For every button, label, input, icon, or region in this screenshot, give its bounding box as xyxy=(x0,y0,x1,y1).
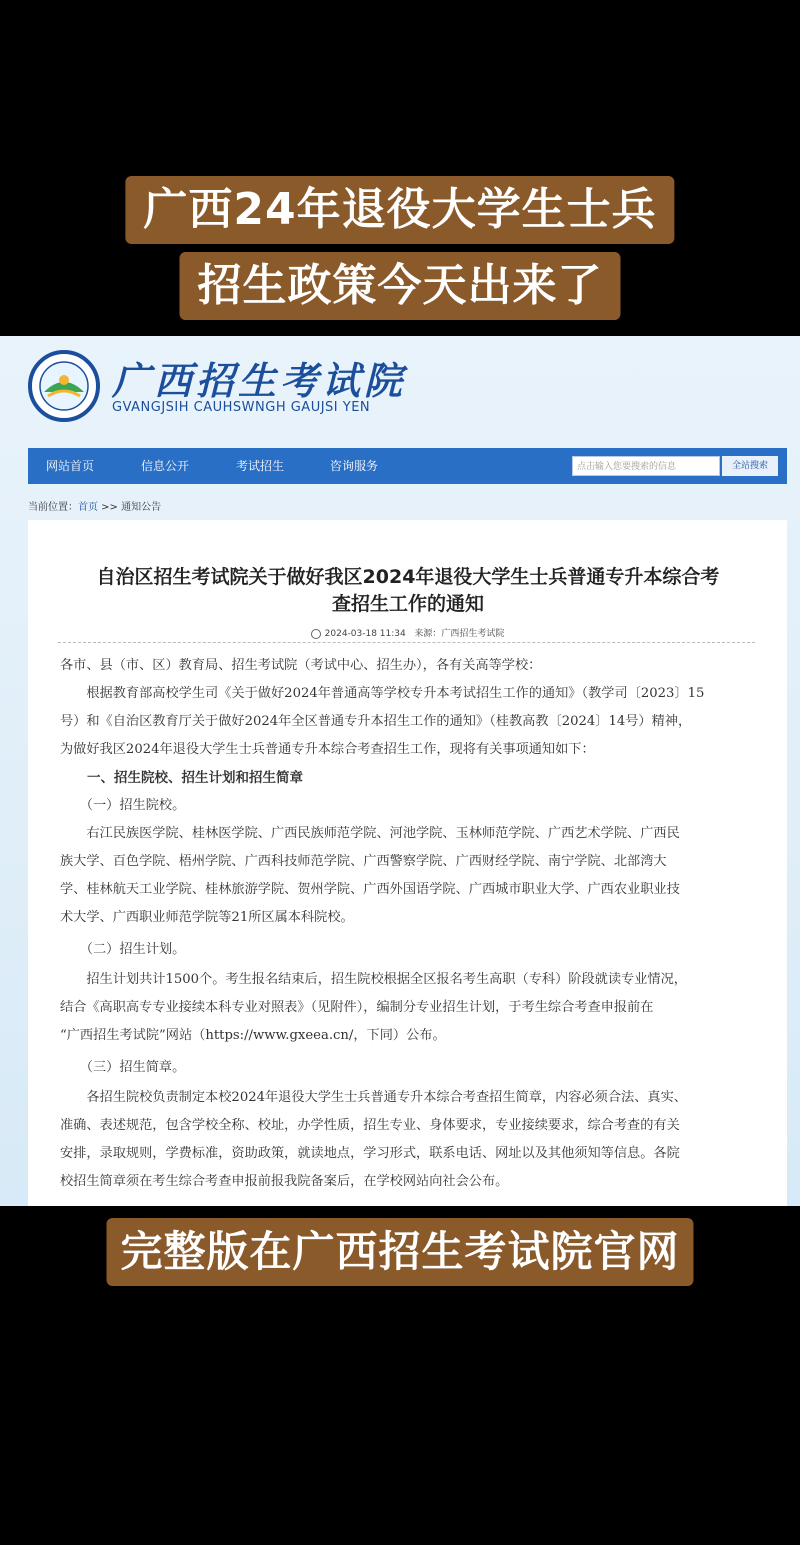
article-line: 各招生院校负责制定本校2024年退役大学生士兵普通专升本综合考查招生简章，内容必须合法、真实、 xyxy=(60,1090,687,1105)
article-line: 准确、表述规范，包含学校全称、校址，办学性质，招生专业、身体要求，专业接续要求，综合考查的有关 xyxy=(60,1118,680,1133)
subsection-heading: （二）招生计划。 xyxy=(60,942,186,957)
article-title xyxy=(58,564,758,618)
search-input[interactable]: 点击输入您要搜索的信息 xyxy=(572,456,720,476)
nav-item-info[interactable]: 信息公开 xyxy=(141,459,190,473)
article-source: 来源：广西招生考试院 xyxy=(414,629,505,639)
site-header xyxy=(0,336,800,446)
nav-bar xyxy=(28,448,787,484)
breadcrumb-prefix: 当前位置： xyxy=(28,502,78,513)
article-panel xyxy=(28,520,787,1206)
nav-item-consult[interactable]: 咨询服务 xyxy=(330,459,379,473)
article-line: 学、桂林航天工业学院、桂林旅游学院、贺州学院、广西外国语学院、广西城市职业大学、广西农业职业技 xyxy=(60,882,680,897)
breadcrumb xyxy=(28,498,161,513)
article-title-line1: 自治区招生考试院关于做好我区2024年退役大学生士兵普通专升本综合考 xyxy=(96,566,720,588)
article-line: 校招生简章须在考生综合考查申报前报我院备案后，在学校网站向社会公布。 xyxy=(60,1174,509,1189)
article-line: 号）和《自治区教育厅关于做好2024年全区普通专升本招生工作的通知》（桂教高教〔2024〕14号）精神， xyxy=(60,714,692,729)
article-line: 族大学、百色学院、梧州学院、广西科技师范学院、广西警察学院、广西财经学院、南宁学院、北部湾大 xyxy=(60,854,667,869)
article-line: 右江民族医学院、桂林医学院、广西民族师范学院、河池学院、玉林师范学院、广西艺术学院、广西民 xyxy=(60,826,680,841)
search-button[interactable]: 全站搜索 xyxy=(722,456,778,476)
section-heading: 一、招生院校、招生计划和招生简章 xyxy=(60,770,303,786)
caption-bottom: 完整版在广西招生考试院官网 xyxy=(106,1218,693,1286)
caption-top-line2: 招生政策今天出来了 xyxy=(180,252,621,320)
article-line: 术大学、广西职业师范学院等21所区属本科院校。 xyxy=(60,910,354,925)
emblem-icon[interactable] xyxy=(28,350,100,422)
caption-top-line1: 广西24年退役大学生士兵 xyxy=(125,176,674,244)
breadcrumb-current: 通知公告 xyxy=(121,502,162,513)
article-line: 为做好我区2024年退役大学生士兵普通专升本综合考查招生工作，现将有关事项通知如下： xyxy=(60,742,595,757)
article-line: 招生计划共计1500个。考生报名结束后，招生院校根据全区报名考生高职（专科）阶段就读专业情况， xyxy=(60,972,687,987)
breadcrumb-home-link[interactable]: 首页 xyxy=(78,502,98,513)
article-line: 结合《高职高专专业接续本科专业对照表》（见附件），编制分专业招生计划，于考生综合考查申报前在 xyxy=(60,1000,654,1015)
nav-item-home[interactable]: 网站首页 xyxy=(46,459,95,473)
article-line: 安排，录取规则，学费标准，资助政策，就读地点，学习形式，联系电话、网址以及其他须知等信息。各院 xyxy=(60,1146,680,1161)
webpage-screenshot xyxy=(0,336,800,1206)
subsection-heading: （三）招生简章。 xyxy=(60,1060,186,1075)
article-line: 各市、县（市、区）教育局、招生考试院（考试中心、招生办），各有关高等学校： xyxy=(60,658,542,673)
subsection-heading: （一）招生院校。 xyxy=(60,798,186,813)
divider xyxy=(58,642,755,643)
clock-icon xyxy=(311,629,321,639)
article-title-line2: 查招生工作的通知 xyxy=(331,593,484,615)
article-meta xyxy=(28,626,787,639)
nav-item-exam[interactable]: 考试招生 xyxy=(236,459,285,473)
site-subtitle: GVANGJSIH CAUHSWNGH GAUJSI YEN xyxy=(112,400,371,415)
article-line: “广西招生考试院”网站（https://www.gxeea.cn/，下同）公布。 xyxy=(60,1028,446,1043)
article-line: 根据教育部高校学生司《关于做好2024年普通高等学校专升本考试招生工作的通知》（教学司〔2023〕15 xyxy=(60,686,705,701)
site-title[interactable]: 广西招生考试院 xyxy=(112,358,407,403)
article-date: 2024-03-18 11:34 xyxy=(324,629,406,639)
breadcrumb-separator: >> xyxy=(98,502,122,513)
